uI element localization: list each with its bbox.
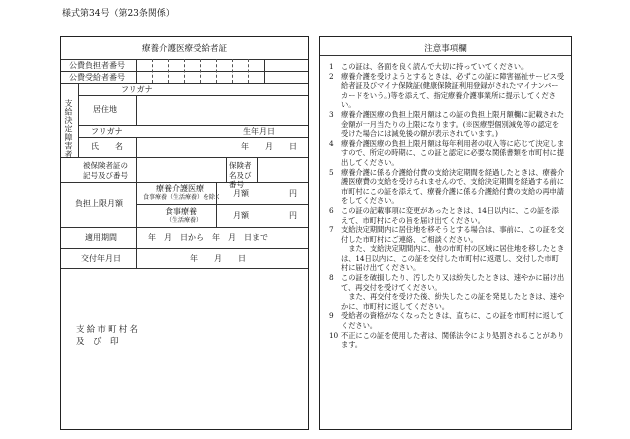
note-text: 療養介護医療の負担上限月額はこの証の負担上限月額欄に記載された金額が一月当たりの上限になります。(※医療型個別減免等の認定を受けた場合には減免後の額が表示されています。) [341,109,565,139]
monthly-amount-label: 月額 [233,189,249,198]
rule [61,83,308,84]
municipality-label: 支給市町村名 [76,325,141,335]
care-medical-label: 療養介護医療 [156,184,204,193]
note-text: また、支給決定期間内に、他の市町村の区域に居住地を移したときは、14日以内に、この証を交付した市町村に返還し、交付した市町村に届け出てください。 [341,244,565,273]
yen-label: 円 [289,211,297,220]
digit-divider [168,59,169,83]
period-value: 年 月 日から 年 月 日まで [148,233,268,242]
note-item [329,244,565,273]
period-label: 適用期間 [85,233,117,242]
recipient-number-label: 公費受給者番号 [69,73,125,82]
digit-divider [184,59,185,83]
note-item [329,168,565,206]
note-number: 4 [329,138,334,148]
payer-number-label: 公費負担者番号 [69,61,125,70]
certificate-panel [60,36,309,430]
note-text: この証を破損したり、汚したり又は紛失したときは、速やかに届け出て、再交付を受けてください。 [341,273,565,292]
note-number: 10 [329,330,339,340]
note-number [329,244,341,273]
issue-date-label: 交付年月日 [81,254,121,263]
note-item [329,110,565,139]
rule [257,157,258,182]
note-item [329,273,565,292]
birthdate-label: 生年月日 [243,127,275,136]
yen-label: 円 [289,189,297,198]
note-text: 支給決定期間内に居住地を移そうとする場合は、事前に、この証を交付した市町村にご連絡、ご相談ください。 [341,225,565,244]
note-text: この証の記載事項に変更があったときは、14日以内に、この証を添えて、市町村にその旨を届け出てください。 [341,205,559,225]
rule [320,55,571,56]
digit-divider [200,59,201,83]
notes-panel [319,36,572,430]
notes-list [329,62,565,350]
issue-date-value: 年 月 日 [190,254,246,263]
rule [216,182,217,227]
note-text: 療養介護に係る介護給付費の支給決定期間を経過したときは、療養介護医療費の支給を受けられませんので、支給決定期間を経過する前に市町村にこの証を添えて、療養介護に係る介護給付費の支給の再申請をしてください。 [341,167,565,206]
rule [61,182,308,183]
care-medical-sub: 食事療養（生活療養）を除く [143,194,222,201]
note-text: 不正にこの証を使用した者は、関係法令により処罰されることがあります。 [341,330,565,350]
note-item [329,72,565,110]
rule [136,59,137,83]
note-number: 2 [329,71,334,81]
rule [61,268,308,269]
meal-label: 食事療養 [165,207,197,216]
note-number: 5 [329,167,334,177]
note-item [329,292,565,311]
note-text: また、再交付を受けた後、紛失したこの証を発見したときは、速やかに、市町村に返してください。 [341,292,565,311]
note-number: 7 [329,225,334,235]
digit-divider [216,59,217,83]
note-number [329,292,341,311]
burden-cap-label: 負担上限月額 [75,199,123,208]
rule [61,227,308,228]
rule [226,157,227,182]
note-number: 3 [329,109,334,119]
rule [136,95,137,125]
notes-title: 注意事項欄 [424,44,467,54]
rule [264,59,265,83]
note-number: 1 [329,62,334,71]
note-number: 6 [329,205,334,215]
rule [136,204,308,205]
name-label: 氏 名 [91,142,123,151]
insurer-label: 保険者名及び番号 [229,161,252,189]
rule [78,137,308,138]
digit-divider [248,59,249,83]
rule [78,83,79,157]
note-item [329,206,565,225]
rule [61,157,308,158]
rule [61,248,308,249]
note-text: 受給者の資格がなくなったときは、直ちに、この証を市町村に返してください。 [341,311,565,331]
birthdate-value: 年 月 日 [241,142,297,151]
rule [78,95,308,96]
note-item [329,62,565,72]
form-number: 様式第34号（第23条関係） [62,9,175,19]
furigana-label: フリガナ [91,127,123,136]
note-item [329,139,565,168]
digit-divider [152,59,153,83]
note-text: この証は、各面を良く読んで大切に持っていてください。 [341,62,529,71]
seal-label: 及 び 印 [76,337,119,347]
note-item [329,331,565,350]
address-label: 居住地 [93,105,117,114]
note-number: 9 [329,311,334,321]
note-item [329,225,565,244]
rule [78,125,308,126]
insurance-card-label: 被保険者証の記号及び番号 [83,161,128,180]
monthly-amount-label: 月額 [233,211,249,220]
certificate-title: 療養介護医療受給者証 [141,44,227,54]
beneficiary-disabled-label: 支給決定障害者 [64,99,73,159]
note-number: 8 [329,273,334,283]
rule [136,137,137,268]
furigana-label: フリガナ [121,85,153,94]
digit-divider [232,59,233,83]
meal-sub: （生活療養） [166,217,203,224]
note-text: 療養介護医療の負担上限月額は毎年利用者の収入等に応じて決定しますので、所定の時期に、この証と認定に必要な関係書類を市町村に提出してください。 [341,138,565,167]
note-text: 療養介護を受けようとするときは、必ずこの証に障害福祉サービス受給者証及びマイナ保険証(健康保険証利用登録がされたマイナンバーカードをいう。)等を添えて、指定療養介護事業所に提示してください。 [341,71,565,110]
note-item [329,311,565,330]
